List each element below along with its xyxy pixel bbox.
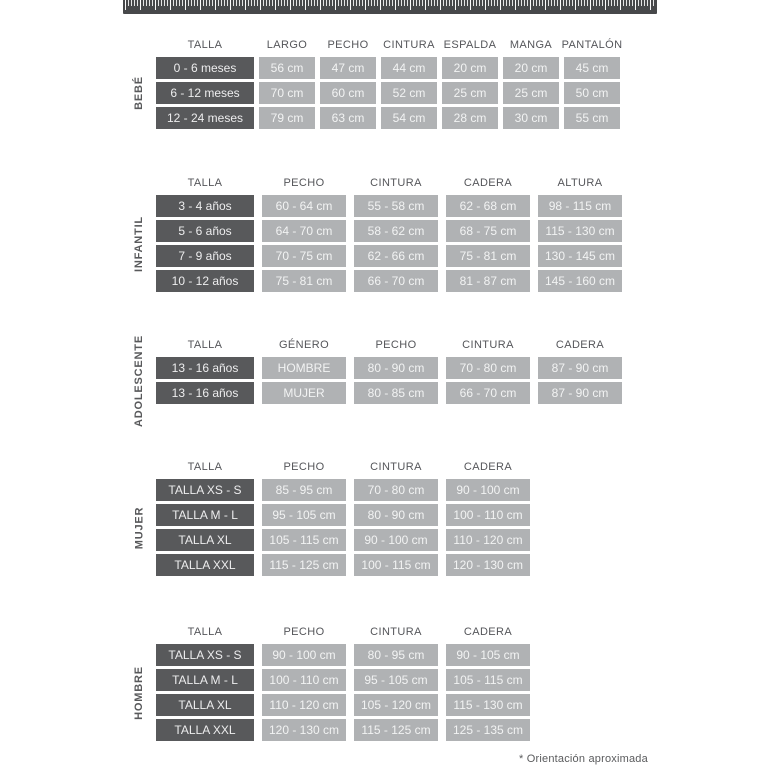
measure-cell: 45 cm bbox=[564, 57, 620, 79]
measure-cell: 50 cm bbox=[564, 82, 620, 104]
measure-cell: 105 - 115 cm bbox=[446, 669, 530, 691]
section-label-text: ADOLESCENTE bbox=[133, 334, 146, 427]
measure-cell: 100 - 110 cm bbox=[262, 669, 346, 691]
measure-cell: 100 - 110 cm bbox=[446, 504, 530, 526]
column-header: TALLA bbox=[187, 39, 223, 51]
measure-cell: MUJER bbox=[262, 382, 346, 404]
size-table-section bbox=[126, 458, 530, 576]
column-header: CINTURA bbox=[462, 339, 514, 351]
measure-cell: 115 - 130 cm bbox=[446, 694, 530, 716]
measure-cell: 44 cm bbox=[381, 57, 437, 79]
size-table-grid bbox=[156, 174, 622, 292]
measure-cell: HOMBRE bbox=[262, 357, 346, 379]
size-table-section bbox=[126, 174, 622, 292]
measure-cell: 55 cm bbox=[564, 107, 620, 129]
measure-cell: 70 - 80 cm bbox=[446, 357, 530, 379]
column-header: TALLA bbox=[187, 177, 223, 189]
size-label-cell: TALLA XXL bbox=[156, 719, 254, 741]
size-table-grid bbox=[156, 458, 530, 576]
measure-cell: 63 cm bbox=[320, 107, 376, 129]
measure-cell: 70 cm bbox=[259, 82, 315, 104]
measure-cell: 90 - 105 cm bbox=[446, 644, 530, 666]
measuring-tape-ruler-icon bbox=[123, 0, 657, 14]
column-header: CADERA bbox=[463, 626, 513, 638]
measure-cell: 125 - 135 cm bbox=[446, 719, 530, 741]
size-label-cell: 13 - 16 años bbox=[156, 357, 254, 379]
size-label-cell: 0 - 6 meses bbox=[156, 57, 254, 79]
column-header: CADERA bbox=[463, 461, 513, 473]
size-label-cell: 12 - 24 meses bbox=[156, 107, 254, 129]
size-label-cell: TALLA XS - S bbox=[156, 479, 254, 501]
section-label bbox=[126, 334, 152, 427]
section-label bbox=[126, 195, 152, 292]
column-header: PECHO bbox=[375, 339, 417, 351]
column-header: PANTALÓN bbox=[561, 39, 623, 51]
measure-cell: 60 - 64 cm bbox=[262, 195, 346, 217]
column-header: CADERA bbox=[555, 339, 605, 351]
measure-cell: 25 cm bbox=[503, 82, 559, 104]
column-header: ALTURA bbox=[557, 177, 603, 189]
measure-cell: 66 - 70 cm bbox=[446, 382, 530, 404]
measure-cell: 105 - 115 cm bbox=[262, 529, 346, 551]
column-header: PECHO bbox=[283, 626, 325, 638]
measure-cell: 95 - 105 cm bbox=[262, 504, 346, 526]
column-header: PECHO bbox=[327, 39, 369, 51]
column-header: CADERA bbox=[463, 177, 513, 189]
measure-cell: 100 - 115 cm bbox=[354, 554, 438, 576]
measure-cell: 62 - 68 cm bbox=[446, 195, 530, 217]
measure-cell: 110 - 120 cm bbox=[262, 694, 346, 716]
measure-cell: 75 - 81 cm bbox=[446, 245, 530, 267]
column-header: LARGO bbox=[266, 39, 308, 51]
measure-cell: 20 cm bbox=[503, 57, 559, 79]
measure-cell: 56 cm bbox=[259, 57, 315, 79]
size-label-cell: TALLA XL bbox=[156, 694, 254, 716]
size-table-grid bbox=[156, 336, 622, 404]
size-label-cell: TALLA XL bbox=[156, 529, 254, 551]
size-label-cell: TALLA M - L bbox=[156, 669, 254, 691]
column-header: ESPALDA bbox=[443, 39, 497, 51]
column-header: TALLA bbox=[187, 461, 223, 473]
size-label-cell: TALLA XXL bbox=[156, 554, 254, 576]
size-label-cell: 5 - 6 años bbox=[156, 220, 254, 242]
measure-cell: 52 cm bbox=[381, 82, 437, 104]
measure-cell: 110 - 120 cm bbox=[446, 529, 530, 551]
column-header: CINTURA bbox=[370, 626, 422, 638]
measure-cell: 145 - 160 cm bbox=[538, 270, 622, 292]
measure-cell: 60 cm bbox=[320, 82, 376, 104]
section-label-text: BEBÉ bbox=[133, 76, 146, 110]
column-header: TALLA bbox=[187, 626, 223, 638]
measure-cell: 90 - 100 cm bbox=[262, 644, 346, 666]
measure-cell: 87 - 90 cm bbox=[538, 357, 622, 379]
measure-cell: 28 cm bbox=[442, 107, 498, 129]
measure-cell: 47 cm bbox=[320, 57, 376, 79]
column-header: PECHO bbox=[283, 177, 325, 189]
measure-cell: 79 cm bbox=[259, 107, 315, 129]
size-table-section bbox=[126, 334, 622, 427]
size-table-section bbox=[126, 36, 623, 129]
column-header: PECHO bbox=[283, 461, 325, 473]
column-header: CINTURA bbox=[383, 39, 435, 51]
column-header: CINTURA bbox=[370, 461, 422, 473]
section-label-text: MUJER bbox=[133, 506, 146, 549]
column-header: MANGA bbox=[509, 39, 553, 51]
measure-cell: 70 - 75 cm bbox=[262, 245, 346, 267]
column-header: TALLA bbox=[187, 339, 223, 351]
size-label-cell: TALLA XS - S bbox=[156, 644, 254, 666]
section-label bbox=[126, 479, 152, 576]
measure-cell: 30 cm bbox=[503, 107, 559, 129]
measure-cell: 115 - 130 cm bbox=[538, 220, 622, 242]
measure-cell: 80 - 95 cm bbox=[354, 644, 438, 666]
size-label-cell: 10 - 12 años bbox=[156, 270, 254, 292]
measure-cell: 20 cm bbox=[442, 57, 498, 79]
measure-cell: 64 - 70 cm bbox=[262, 220, 346, 242]
size-label-cell: TALLA M - L bbox=[156, 504, 254, 526]
measure-cell: 98 - 115 cm bbox=[538, 195, 622, 217]
size-label-cell: 13 - 16 años bbox=[156, 382, 254, 404]
measure-cell: 115 - 125 cm bbox=[262, 554, 346, 576]
measure-cell: 54 cm bbox=[381, 107, 437, 129]
section-label-text: HOMBRE bbox=[133, 665, 146, 720]
section-label bbox=[126, 57, 152, 129]
size-table-section bbox=[126, 623, 530, 741]
measure-cell: 120 - 130 cm bbox=[262, 719, 346, 741]
size-label-cell: 3 - 4 años bbox=[156, 195, 254, 217]
measure-cell: 120 - 130 cm bbox=[446, 554, 530, 576]
measure-cell: 25 cm bbox=[442, 82, 498, 104]
measure-cell: 80 - 90 cm bbox=[354, 504, 438, 526]
size-label-cell: 6 - 12 meses bbox=[156, 82, 254, 104]
measure-cell: 90 - 100 cm bbox=[446, 479, 530, 501]
section-label bbox=[126, 644, 152, 741]
size-table-grid bbox=[156, 623, 530, 741]
measure-cell: 90 - 100 cm bbox=[354, 529, 438, 551]
measure-cell: 75 - 81 cm bbox=[262, 270, 346, 292]
measure-cell: 81 - 87 cm bbox=[446, 270, 530, 292]
size-label-cell: 7 - 9 años bbox=[156, 245, 254, 267]
measure-cell: 62 - 66 cm bbox=[354, 245, 438, 267]
column-header: GÉNERO bbox=[278, 339, 330, 351]
measure-cell: 66 - 70 cm bbox=[354, 270, 438, 292]
measure-cell: 58 - 62 cm bbox=[354, 220, 438, 242]
size-table-grid bbox=[156, 36, 623, 129]
measure-cell: 68 - 75 cm bbox=[446, 220, 530, 242]
measure-cell: 87 - 90 cm bbox=[538, 382, 622, 404]
measure-cell: 105 - 120 cm bbox=[354, 694, 438, 716]
footnote: * Orientación aproximada bbox=[519, 753, 648, 765]
measure-cell: 115 - 125 cm bbox=[354, 719, 438, 741]
measure-cell: 55 - 58 cm bbox=[354, 195, 438, 217]
measure-cell: 80 - 90 cm bbox=[354, 357, 438, 379]
measure-cell: 130 - 145 cm bbox=[538, 245, 622, 267]
measure-cell: 80 - 85 cm bbox=[354, 382, 438, 404]
measure-cell: 85 - 95 cm bbox=[262, 479, 346, 501]
section-label-text: INFANTIL bbox=[133, 215, 145, 272]
measure-cell: 70 - 80 cm bbox=[354, 479, 438, 501]
column-header: CINTURA bbox=[370, 177, 422, 189]
measure-cell: 95 - 105 cm bbox=[354, 669, 438, 691]
